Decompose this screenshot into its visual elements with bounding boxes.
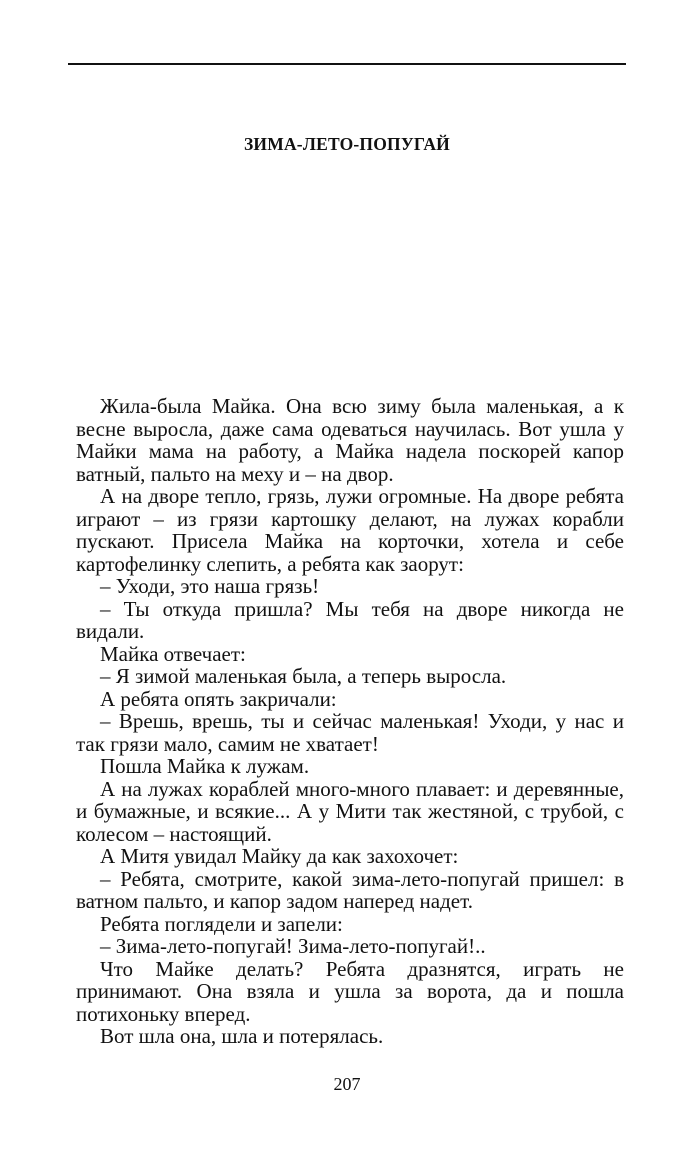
story-title: ЗИМА-ЛЕТО-ПОПУГАЙ bbox=[244, 134, 450, 154]
paragraph: – Я зимой маленькая была, а теперь выросла. bbox=[100, 664, 507, 688]
paragraph: А ребята опять закричали: bbox=[100, 686, 337, 711]
story-body bbox=[76, 395, 624, 1048]
top-rule bbox=[68, 63, 626, 65]
paragraph: – Ребята, смотрите, какой зима-лето-попугай пришел: в ватном пальто, и капор задом наперед надет. bbox=[76, 866, 624, 913]
paragraph: – Ты откуда пришла? Мы тебя на дворе никогда не видали. bbox=[76, 596, 624, 643]
paragraph: Жила-была Майка. Она всю зиму была маленькая, а к весне выросла, даже сама одеваться научилась. Вот ушла у Майки мама на работу, а Майка надела поскорей капор ватный, пальто на меху и – на двор. bbox=[76, 394, 624, 486]
paragraph: Что Майке делать? Ребята дразнятся, играть не принимают. Она взяла и ушла за ворота, да и пошла потихоньку вперед. bbox=[76, 956, 624, 1026]
paragraph: А на дворе тепло, грязь, лужи огромные. На дворе ребята играют – из грязи картошку делают, на лужах корабли пускают. Присела Майка на корточки, хотела и себе картофелинку слепить, а ребята как заорут: bbox=[76, 484, 624, 576]
page-number: 207 bbox=[333, 1074, 361, 1094]
paragraph: Вот шла она, шла и потерялась. bbox=[100, 1024, 384, 1048]
paragraph: – Уходи, это наша грязь! bbox=[100, 574, 320, 598]
paragraph: – Врешь, врешь, ты и сейчас маленькая! Уходи, у нас и так грязи мало, самим не хватает! bbox=[76, 709, 624, 756]
paragraph: Пошла Майка к лужам. bbox=[100, 754, 310, 778]
paragraph: А на лужах кораблей много-много плавает: и деревянные, и бумажные, и всякие... А у Мити так жестяной, с трубой, с колесом – настоящий. bbox=[76, 776, 624, 846]
paragraph: Майка отвечает: bbox=[100, 641, 246, 666]
paragraph: А Митя увидал Майку да как захохочет: bbox=[100, 844, 459, 868]
paragraph: – Зима-лето-попугай! Зима-лето-попугай!.. bbox=[100, 934, 486, 958]
paragraph: Ребята поглядели и запели: bbox=[100, 911, 343, 936]
